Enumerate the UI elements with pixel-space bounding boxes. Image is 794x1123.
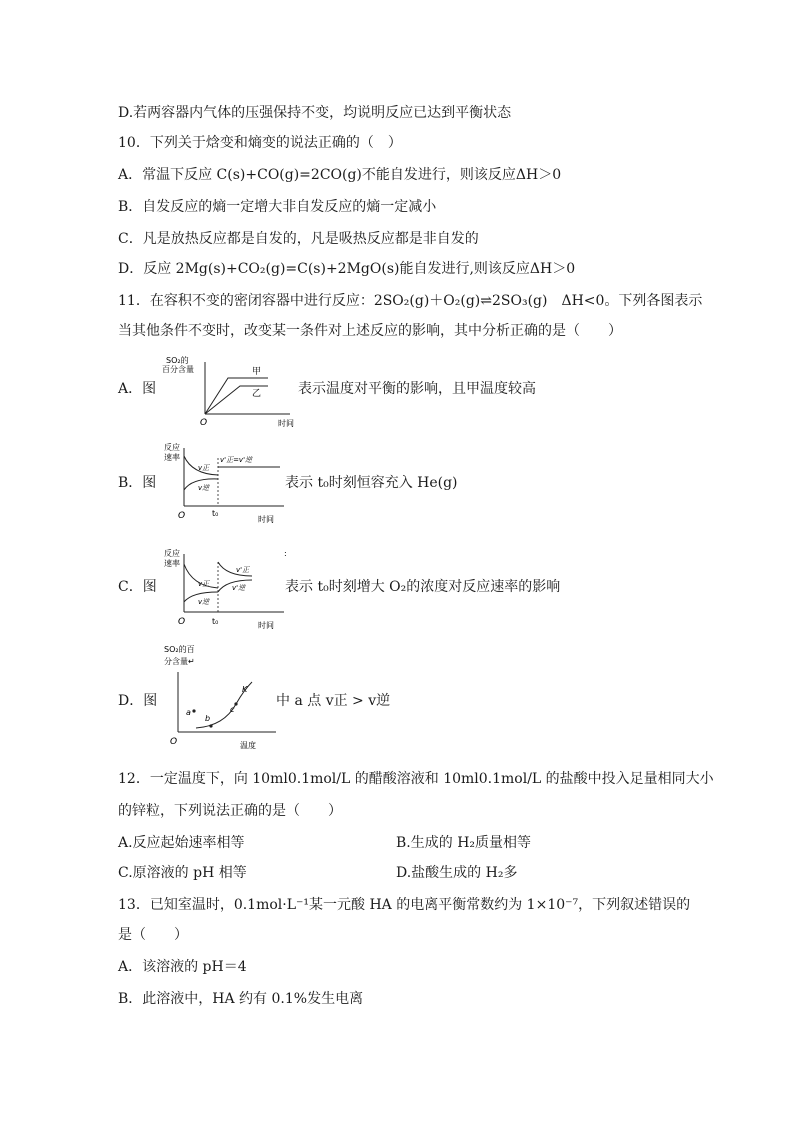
question-13-option-a: A．该溶液的 pH＝4 (118, 959, 247, 975)
question-10-option-b: B．自发反应的熵一定增大非自发反应的熵一定减小 (118, 199, 437, 215)
fig-b-v-eq: v'正=v'逆 (220, 456, 252, 464)
fig-b-v-fwd: v正 (198, 464, 210, 472)
question-12-stem-1: 12．一定温度下，向 10ml0.1mol/L 的醋酸溶液和 10ml0.1mol/L 的盐酸中投入足量相同大小 (118, 771, 714, 787)
question-10-option-a: A．常温下反应 C(s)+CO(g)=2CO(g)不能自发进行，则该反应ΔH＞0 (118, 167, 562, 183)
q11-option-d-text: 中 a 点 v正 > v逆 (276, 693, 391, 709)
question-10-option-c: C．凡是放热反应都是自发的，凡是吸热反应都是非自发的 (118, 231, 479, 247)
question-13-option-b: B．此溶液中，HA 约有 0.1%发生电离 (118, 991, 364, 1007)
fig-c-xlabel: 时间 (258, 621, 274, 630)
fig-a-xlabel: 时间 (278, 419, 294, 428)
fig-b-origin: O (178, 511, 186, 521)
fig-c-v2-fwd: v'正 (236, 566, 250, 574)
question-13-stem-2: 是（ ） (118, 927, 188, 943)
figure-d-graph (160, 642, 282, 750)
fig-c-origin: O (178, 617, 186, 627)
q11-option-b-prefix: B．图 (118, 475, 157, 491)
fig-d-point-b: b (205, 714, 211, 723)
question-11-stem-1: 11．在容积不变的密闭容器中进行反应：2SO₂(g)＋O₂(g)⇌2SO₃(g) ΔH<0。下列各图表示 (118, 293, 703, 309)
fig-d-point-c: c (230, 705, 235, 714)
question-11-stem-2: 当其他条件不变时，改变某一条件对上述反应的影响，其中分析正确的是（ ） (118, 323, 622, 339)
fig-c-v-rev: v逆 (198, 598, 210, 606)
q11-option-b-text: 表示 t₀时刻恒容充入 He(g) (285, 475, 458, 491)
fig-c-v2-rev: v'逆 (232, 584, 246, 592)
question-12-option-b: B.生成的 H₂质量相等 (396, 835, 532, 851)
figure-c-graph (160, 546, 290, 634)
question-12-stem-2: 的锌粒，下列说法正确的是（ ） (118, 803, 342, 819)
question-13-stem-1: 13．已知室温时，0.1mol·L⁻¹某一元酸 HA 的电离平衡常数约为 1×10⁻⁷，下列叙述错误的 (118, 897, 691, 913)
fig-d-ylabel-2: 分含量↵ (164, 657, 195, 666)
fig-b-v-rev: v逆 (198, 484, 210, 492)
fig-c-v-fwd: v正 (198, 580, 210, 588)
fig-c-t0: t₀ (212, 617, 219, 626)
question-12-option-d: D.盐酸生成的 H₂多 (396, 865, 518, 881)
question-12-option-c: C.原溶液的 pH 相等 (118, 865, 247, 881)
q11-option-a-prefix: A．图 (118, 381, 157, 397)
fig-c-ylabel-1: 反应 (164, 549, 180, 558)
question-10-stem: 10．下列关于焓变和熵变的说法正确的（ ） (118, 135, 402, 151)
fig-b-ylabel-1: 反应 (164, 443, 180, 452)
fig-c-mark: : (284, 549, 287, 558)
question-12-option-a: A.反应起始速率相等 (118, 835, 245, 851)
fig-d-curve-k: K (242, 685, 248, 694)
fig-a-ylabel-1: SO₂的 (166, 356, 189, 365)
question-10-option-d: D．反应 2Mg(s)+CO₂(g)=C(s)+2MgO(s)能自发进行,则该反应ΔH＞0 (118, 261, 576, 277)
q11-option-d-prefix: D．图 (118, 693, 158, 709)
q11-option-c-prefix: C．图 (118, 579, 157, 595)
fig-a-curve-2: 乙 (252, 389, 262, 399)
fig-b-xlabel: 时间 (258, 515, 274, 524)
fig-d-point-a: a (186, 708, 191, 717)
fig-b-ylabel-2: 速率 (164, 453, 180, 462)
fig-a-origin: O (200, 418, 208, 428)
figure-b-graph (160, 440, 290, 528)
fig-a-ylabel-2: 百分含量 (162, 365, 194, 374)
q11-option-c-text: 表示 t₀时刻增大 O₂的浓度对反应速率的影响 (285, 579, 561, 595)
figure-a-graph (160, 352, 300, 432)
fig-a-curve-1: 甲 (252, 367, 262, 377)
q11-option-a-text: 表示温度对平衡的影响，且甲温度较高 (298, 381, 536, 397)
fig-d-xlabel: 温度 (240, 741, 256, 750)
line-d-prev: D.若两容器内气体的压强保持不变，均说明反应已达到平衡状态 (118, 105, 512, 121)
fig-c-ylabel-2: 速率 (164, 559, 180, 568)
fig-d-origin: O (170, 737, 178, 747)
fig-b-t0: t₀ (212, 509, 219, 518)
fig-d-ylabel-1: SO₂的百 (164, 645, 195, 654)
